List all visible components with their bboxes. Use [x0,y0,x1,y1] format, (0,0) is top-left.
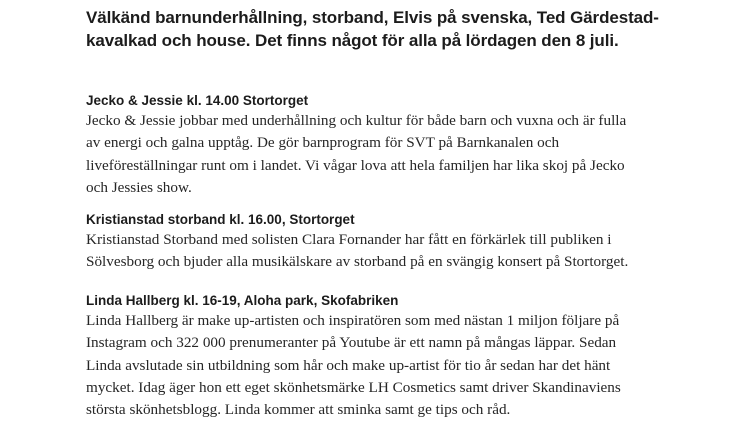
text-line: Kristianstad Storband med solisten Clara Fornander har fått en förkärlek till publiken i [86,231,612,248]
event-heading: Linda Hallberg kl. 16-19, Aloha park, Skofabriken [86,293,399,308]
text-line: Jecko & Jessie jobbar med underhållning och kultur för både barn och vuxna och är fulla [86,112,627,129]
text-line: av energi och galna upptåg. De gör barnprogram för SVT på Barnkanalen och [86,134,560,152]
event-section-storband [86,211,628,274]
event-heading: Jecko & Jessie kl. 14.00 Stortorget [86,93,309,108]
text-line: Sölvesborg och bjuder alla musikälskare av storband på en svängig konsert på Stortorget. [86,253,629,271]
intro-heading [86,0,726,52]
text-line: och Jessies show. [86,178,192,196]
text-line: Linda Hallberg är make up-artisten och inspiratören som med nästan 1 miljon följare på [86,312,620,329]
intro-line-2: kavalkad och house. Det finns något för alla på lördagen den 8 juli. [86,31,619,50]
text-line: Instagram och 322 000 prenumeranter på Youtube är ett namn på mångas läppar. Sedan [86,334,617,352]
text-line: mycket. Idag äger hon ett eget skönhetsmärke LH Cosmetics samt driver Skandinaviens [86,378,621,396]
text-line: Linda avslutade sin utbildning som hår och make up-artist för tio år sedan har det hänt [86,356,611,374]
event-description [86,310,621,421]
event-description [86,110,626,199]
intro-line-1: Välkänd barnunderhållning, storband, Elvis på svenska, Ted Gärdestad- [86,8,659,27]
event-section-jecko-jessie [86,92,626,199]
document-page [86,0,726,419]
event-section-linda-hallberg [86,292,621,421]
event-heading: Kristianstad storband kl. 16.00, Stortorget [86,212,355,227]
text-line: liveföreställningar runt om i landet. Vi vågar lova att hela familjen har lika skoj på Jecko [86,156,625,174]
text-line: största skönhetsblogg. Linda kommer att sminka samt ge tips och råd. [86,401,511,419]
event-description [86,229,628,274]
